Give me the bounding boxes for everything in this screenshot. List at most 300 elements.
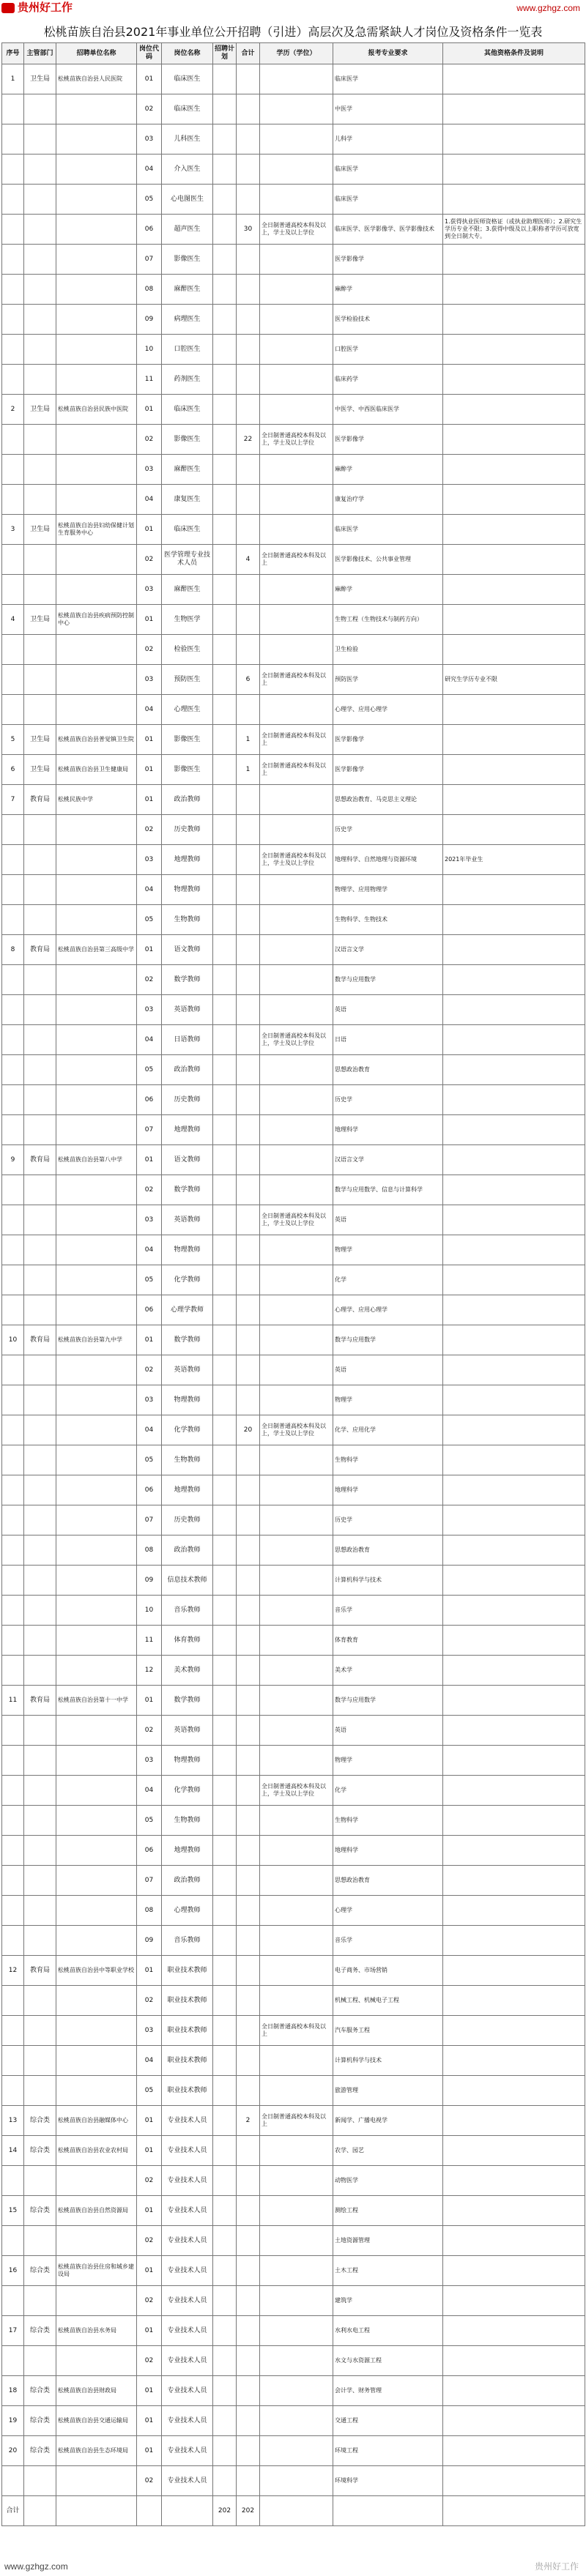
table-cell bbox=[237, 94, 260, 124]
table-cell: 临床医学、医学影像学、医学影像技术 bbox=[333, 215, 443, 245]
table-cell: 临床医生 bbox=[162, 395, 213, 425]
table-cell bbox=[443, 1896, 585, 1926]
table-cell: 医学影像学 bbox=[333, 245, 443, 275]
table-cell: 06 bbox=[137, 1295, 162, 1325]
table-cell bbox=[24, 245, 56, 275]
table-cell: 化学、应用化学 bbox=[333, 1415, 443, 1445]
table-cell bbox=[24, 1806, 56, 1836]
table-cell bbox=[56, 1085, 137, 1115]
table-cell bbox=[24, 1445, 56, 1475]
table-row bbox=[2, 2226, 585, 2256]
table-cell bbox=[443, 935, 585, 965]
table-cell bbox=[260, 1535, 333, 1566]
table-cell bbox=[260, 1896, 333, 1926]
table-cell bbox=[260, 1475, 333, 1505]
table-cell bbox=[2, 1986, 24, 2016]
table-cell: 中医学 bbox=[333, 94, 443, 124]
table-row bbox=[2, 1385, 585, 1415]
table-cell bbox=[260, 2406, 333, 2436]
table-row bbox=[2, 605, 585, 635]
table-cell bbox=[56, 1716, 137, 1746]
table-cell bbox=[213, 1325, 237, 1355]
table-cell bbox=[56, 305, 137, 335]
table-cell: 物理教师 bbox=[162, 875, 213, 905]
footer-site[interactable]: www.gzhgz.com bbox=[4, 2561, 68, 2572]
table-cell: 化学教师 bbox=[162, 1265, 213, 1295]
table-cell: 05 bbox=[137, 905, 162, 935]
table-cell: 松桃苗族自治县第八中学 bbox=[56, 1145, 137, 1175]
table-cell: 11 bbox=[137, 1626, 162, 1656]
table-cell bbox=[2, 1866, 24, 1896]
table-cell: 06 bbox=[137, 1475, 162, 1505]
table-cell bbox=[56, 1926, 137, 1956]
table-cell bbox=[213, 935, 237, 965]
table-cell bbox=[260, 455, 333, 485]
table-cell bbox=[260, 935, 333, 965]
table-cell bbox=[237, 1866, 260, 1896]
table-cell: 地理科学、自然地理与资源环境 bbox=[333, 845, 443, 875]
table-cell: 化学 bbox=[333, 1265, 443, 1295]
table-cell: 影像医生 bbox=[162, 245, 213, 275]
table-cell bbox=[237, 695, 260, 725]
table-cell bbox=[237, 2436, 260, 2466]
table-cell: 全日制普通高校本科及以上 bbox=[260, 665, 333, 695]
table-cell bbox=[2, 1055, 24, 1085]
table-cell bbox=[24, 575, 56, 605]
table-cell: 01 bbox=[137, 725, 162, 755]
table-cell: 专业技术人员 bbox=[162, 2106, 213, 2136]
table-row bbox=[2, 635, 585, 665]
table-cell bbox=[443, 1265, 585, 1295]
table-cell: 全日制普通高校本科及以上，学士及以上学位 bbox=[260, 845, 333, 875]
table-cell bbox=[56, 1475, 137, 1505]
table-cell bbox=[213, 1115, 237, 1145]
table-cell bbox=[237, 1205, 260, 1235]
table-row bbox=[2, 185, 585, 215]
table-cell bbox=[2, 1746, 24, 1776]
table-cell: 1 bbox=[2, 64, 24, 94]
table-cell: 02 bbox=[137, 1986, 162, 2016]
table-row bbox=[2, 2316, 585, 2346]
table-cell bbox=[237, 305, 260, 335]
table-cell bbox=[443, 2376, 585, 2406]
table-cell bbox=[260, 515, 333, 545]
table-cell bbox=[2, 815, 24, 845]
table-cell bbox=[24, 1776, 56, 1806]
table-cell: 01 bbox=[137, 64, 162, 94]
table-cell bbox=[260, 1656, 333, 1686]
table-row bbox=[2, 155, 585, 185]
table-row bbox=[2, 245, 585, 275]
table-cell bbox=[213, 1896, 237, 1926]
table-cell bbox=[443, 1746, 585, 1776]
table-cell: 英语 bbox=[333, 1355, 443, 1385]
table-cell bbox=[24, 815, 56, 845]
table-cell: 02 bbox=[137, 965, 162, 995]
table-cell bbox=[2, 1085, 24, 1115]
table-cell bbox=[56, 2226, 137, 2256]
table-cell bbox=[56, 2076, 137, 2106]
table-cell bbox=[237, 1956, 260, 1986]
table-cell: 职业技术教师 bbox=[162, 2076, 213, 2106]
table-cell bbox=[2, 1265, 24, 1295]
table-row bbox=[2, 1986, 585, 2016]
table-cell bbox=[237, 1626, 260, 1656]
table-cell bbox=[2, 1896, 24, 1926]
table-cell: 环境工程 bbox=[333, 2436, 443, 2466]
table-cell: 职业技术教师 bbox=[162, 1986, 213, 2016]
column-header: 报考专业要求 bbox=[333, 43, 443, 64]
table-cell bbox=[237, 1776, 260, 1806]
table-cell: 新闻学、广播电视学 bbox=[333, 2106, 443, 2136]
table-row bbox=[2, 1265, 585, 1295]
table-cell: 2 bbox=[2, 395, 24, 425]
table-cell bbox=[24, 365, 56, 395]
table-cell bbox=[443, 815, 585, 845]
table-cell bbox=[24, 2046, 56, 2076]
table-cell: 松桃苗族自治县中等职业学校 bbox=[56, 1956, 137, 1986]
table-cell: 7 bbox=[2, 785, 24, 815]
table-cell bbox=[213, 2256, 237, 2286]
table-cell: 02 bbox=[137, 815, 162, 845]
table-cell bbox=[443, 2316, 585, 2346]
table-row bbox=[2, 2496, 585, 2526]
table-cell bbox=[260, 2226, 333, 2256]
table-cell: 06 bbox=[137, 1085, 162, 1115]
table-cell bbox=[443, 2286, 585, 2316]
table-cell: 职业技术教师 bbox=[162, 2016, 213, 2046]
table-cell: 03 bbox=[137, 124, 162, 155]
site-url[interactable]: www.gzhgz.com bbox=[516, 3, 580, 13]
table-row bbox=[2, 515, 585, 545]
table-cell bbox=[443, 365, 585, 395]
table-cell: 全日制普通高校本科及以上，学士及以上学位 bbox=[260, 1415, 333, 1445]
table-cell bbox=[260, 1145, 333, 1175]
table-cell bbox=[443, 425, 585, 455]
table-cell: 03 bbox=[137, 1205, 162, 1235]
brand-icon bbox=[1, 3, 15, 13]
table-row bbox=[2, 1295, 585, 1325]
table-cell: 医学影像学 bbox=[333, 725, 443, 755]
table-cell bbox=[237, 1596, 260, 1626]
table-row bbox=[2, 2436, 585, 2466]
table-row bbox=[2, 1085, 585, 1115]
table-row bbox=[2, 1535, 585, 1566]
table-cell: 全日制普通高校本科及以上 bbox=[260, 755, 333, 785]
table-cell bbox=[56, 1986, 137, 2016]
table-cell bbox=[2, 1235, 24, 1265]
table-cell: 临床医学 bbox=[333, 515, 443, 545]
table-cell bbox=[443, 245, 585, 275]
table-row bbox=[2, 1205, 585, 1235]
table-cell: 历史学 bbox=[333, 815, 443, 845]
table-cell bbox=[2, 94, 24, 124]
table-cell: 生物医学 bbox=[162, 605, 213, 635]
table-cell: 03 bbox=[137, 455, 162, 485]
table-row bbox=[2, 1896, 585, 1926]
table-cell bbox=[56, 1115, 137, 1145]
table-cell bbox=[237, 1896, 260, 1926]
table-cell: 02 bbox=[137, 425, 162, 455]
table-cell bbox=[260, 2136, 333, 2166]
table-row bbox=[2, 1686, 585, 1716]
table-cell bbox=[56, 905, 137, 935]
table-cell: 综合类 bbox=[24, 2196, 56, 2226]
table-cell: 医学影像技术、公共事业管理 bbox=[333, 545, 443, 575]
table-cell bbox=[213, 2166, 237, 2196]
table-cell: 职业技术教师 bbox=[162, 1956, 213, 1986]
table-cell bbox=[56, 425, 137, 455]
table-cell: 儿科医生 bbox=[162, 124, 213, 155]
table-row bbox=[2, 965, 585, 995]
table-cell bbox=[260, 64, 333, 94]
table-cell bbox=[24, 455, 56, 485]
table-row bbox=[2, 395, 585, 425]
table-cell bbox=[213, 665, 237, 695]
table-cell: 卫生局 bbox=[24, 605, 56, 635]
table-cell: 心理学、应用心理学 bbox=[333, 695, 443, 725]
table-cell: 语文教师 bbox=[162, 1145, 213, 1175]
table-cell: 04 bbox=[137, 2046, 162, 2076]
table-cell: 物理学 bbox=[333, 1235, 443, 1265]
table-cell bbox=[213, 1716, 237, 1746]
table-cell bbox=[260, 1836, 333, 1866]
table-cell bbox=[260, 2256, 333, 2286]
table-cell bbox=[56, 1896, 137, 1926]
table-cell bbox=[443, 1235, 585, 1265]
table-cell bbox=[137, 2496, 162, 2526]
table-cell: 合计 bbox=[2, 2496, 24, 2526]
table-cell bbox=[260, 485, 333, 515]
table-cell: 05 bbox=[137, 1806, 162, 1836]
table-cell bbox=[2, 1385, 24, 1415]
table-cell: 综合类 bbox=[24, 2136, 56, 2166]
table-cell: 超声医生 bbox=[162, 215, 213, 245]
table-cell bbox=[260, 1295, 333, 1325]
table-cell: 松桃苗族自治县水务局 bbox=[56, 2316, 137, 2346]
table-cell bbox=[443, 395, 585, 425]
table-row bbox=[2, 2016, 585, 2046]
table-cell: 英语 bbox=[333, 1716, 443, 1746]
table-row bbox=[2, 695, 585, 725]
table-cell bbox=[213, 2346, 237, 2376]
table-cell bbox=[333, 2496, 443, 2526]
table-cell: 环境科学 bbox=[333, 2466, 443, 2496]
table-cell bbox=[162, 2496, 213, 2526]
table-row bbox=[2, 2166, 585, 2196]
table-cell: 2 bbox=[237, 2106, 260, 2136]
table-cell bbox=[213, 185, 237, 215]
table-cell bbox=[443, 2466, 585, 2496]
table-cell bbox=[213, 545, 237, 575]
table-cell bbox=[24, 1716, 56, 1746]
table-cell bbox=[443, 2436, 585, 2466]
table-cell bbox=[443, 995, 585, 1025]
table-cell: 电子商务、市场营销 bbox=[333, 1956, 443, 1986]
table-row bbox=[2, 275, 585, 305]
table-cell bbox=[213, 2466, 237, 2496]
table-cell: 02 bbox=[137, 2466, 162, 2496]
table-cell bbox=[237, 1085, 260, 1115]
column-header: 招聘计划 bbox=[213, 43, 237, 64]
table-cell: 生物教师 bbox=[162, 1445, 213, 1475]
table-cell bbox=[237, 2286, 260, 2316]
table-cell bbox=[237, 335, 260, 365]
table-cell bbox=[443, 1656, 585, 1686]
table-cell: 水利水电工程 bbox=[333, 2316, 443, 2346]
table-cell: 汉语言文学 bbox=[333, 1145, 443, 1175]
table-row bbox=[2, 1475, 585, 1505]
table-cell bbox=[2, 1205, 24, 1235]
table-row bbox=[2, 215, 585, 245]
table-cell bbox=[24, 1505, 56, 1535]
table-cell bbox=[24, 1475, 56, 1505]
table-cell: 地理科学 bbox=[333, 1115, 443, 1145]
table-cell: 01 bbox=[137, 605, 162, 635]
table-cell bbox=[237, 905, 260, 935]
table-cell: 心电图医生 bbox=[162, 185, 213, 215]
table-cell bbox=[213, 785, 237, 815]
table-cell: 11 bbox=[2, 1686, 24, 1716]
table-cell bbox=[443, 725, 585, 755]
table-cell bbox=[56, 575, 137, 605]
column-header: 合计 bbox=[237, 43, 260, 64]
table-cell bbox=[443, 1385, 585, 1415]
table-cell: 介入医生 bbox=[162, 155, 213, 185]
table-cell: 9 bbox=[2, 1145, 24, 1175]
table-cell: 1.获得执业医师资格证（或执业助理医师）；2.研究生学历专业不限；3.获得中级及以上职称者学历可放宽到全日制大专。 bbox=[443, 215, 585, 245]
table-cell bbox=[237, 64, 260, 94]
table-cell bbox=[2, 305, 24, 335]
table-cell: 数学与应用数学 bbox=[333, 965, 443, 995]
table-cell: 4 bbox=[237, 545, 260, 575]
table-cell bbox=[24, 1896, 56, 1926]
table-cell: 综合类 bbox=[24, 2406, 56, 2436]
table-cell: 05 bbox=[137, 1265, 162, 1295]
table-cell: 10 bbox=[2, 1325, 24, 1355]
table-row bbox=[2, 2466, 585, 2496]
table-cell bbox=[213, 2286, 237, 2316]
column-header: 岗位名称 bbox=[162, 43, 213, 64]
table-cell: 数学教师 bbox=[162, 1686, 213, 1716]
table-cell: 12 bbox=[2, 1956, 24, 1986]
table-cell bbox=[56, 845, 137, 875]
table-cell: 06 bbox=[137, 1836, 162, 1866]
table-header-row bbox=[2, 43, 585, 64]
table-row bbox=[2, 875, 585, 905]
table-cell: 松桃苗族自治县生态环境局 bbox=[56, 2436, 137, 2466]
table-cell: 松桃苗族自治县融媒体中心 bbox=[56, 2106, 137, 2136]
table-cell: 01 bbox=[137, 2106, 162, 2136]
table-cell bbox=[2, 2016, 24, 2046]
table-cell: 英语 bbox=[333, 1205, 443, 1235]
table-cell bbox=[443, 2136, 585, 2166]
table-cell: 10 bbox=[137, 335, 162, 365]
table-cell bbox=[56, 545, 137, 575]
table-cell bbox=[443, 695, 585, 725]
table-cell bbox=[56, 1596, 137, 1626]
table-cell bbox=[24, 94, 56, 124]
table-cell bbox=[2, 2226, 24, 2256]
table-cell bbox=[213, 1445, 237, 1475]
table-cell bbox=[56, 1355, 137, 1385]
table-cell: 02 bbox=[137, 94, 162, 124]
table-row bbox=[2, 755, 585, 785]
table-cell bbox=[443, 1145, 585, 1175]
table-cell: 01 bbox=[137, 2316, 162, 2346]
table-cell bbox=[213, 2106, 237, 2136]
table-row bbox=[2, 2256, 585, 2286]
table-cell: 物理学 bbox=[333, 1385, 443, 1415]
table-cell: 心理学、应用心理学 bbox=[333, 1295, 443, 1325]
table-row bbox=[2, 455, 585, 485]
table-cell: 思想政治教育 bbox=[333, 1535, 443, 1566]
table-cell bbox=[237, 1806, 260, 1836]
table-cell: 心理学教师 bbox=[162, 1295, 213, 1325]
table-cell: 物理学 bbox=[333, 1746, 443, 1776]
table-cell bbox=[24, 1866, 56, 1896]
table-cell bbox=[2, 1836, 24, 1866]
table-cell: 音乐教师 bbox=[162, 1926, 213, 1956]
table-cell bbox=[237, 2136, 260, 2166]
table-cell: 机械工程、机械电子工程 bbox=[333, 1986, 443, 2016]
table-cell: 数学与应用数学 bbox=[333, 1686, 443, 1716]
table-cell: 04 bbox=[137, 1235, 162, 1265]
table-cell bbox=[443, 575, 585, 605]
table-row bbox=[2, 1716, 585, 1746]
table-cell: 2021年毕业生 bbox=[443, 845, 585, 875]
table-cell bbox=[56, 965, 137, 995]
table-row bbox=[2, 575, 585, 605]
table-cell bbox=[443, 94, 585, 124]
table-cell bbox=[237, 185, 260, 215]
table-cell: 松桃苗族自治县住房和城乡建设局 bbox=[56, 2256, 137, 2286]
table-cell bbox=[213, 755, 237, 785]
table-cell: 08 bbox=[137, 1896, 162, 1926]
table-cell: 历史学 bbox=[333, 1085, 443, 1115]
table-cell bbox=[213, 905, 237, 935]
table-cell bbox=[213, 2076, 237, 2106]
table-cell: 地理教师 bbox=[162, 1836, 213, 1866]
table-cell bbox=[56, 2346, 137, 2376]
table-cell bbox=[237, 1115, 260, 1145]
table-cell bbox=[24, 1265, 56, 1295]
table-cell bbox=[2, 905, 24, 935]
table-cell bbox=[24, 1385, 56, 1415]
table-cell bbox=[443, 2346, 585, 2376]
table-row bbox=[2, 1866, 585, 1896]
table-cell bbox=[213, 1626, 237, 1656]
table-cell: 综合类 bbox=[24, 2316, 56, 2346]
table-cell bbox=[213, 1656, 237, 1686]
table-cell: 01 bbox=[137, 2136, 162, 2166]
table-cell: 08 bbox=[137, 275, 162, 305]
table-cell bbox=[237, 2196, 260, 2226]
table-cell: 历史教师 bbox=[162, 1505, 213, 1535]
table-cell: 09 bbox=[137, 1926, 162, 1956]
table-cell: 16 bbox=[2, 2256, 24, 2286]
table-cell bbox=[260, 1325, 333, 1355]
table-cell bbox=[213, 995, 237, 1025]
table-cell: 12 bbox=[137, 1656, 162, 1686]
table-cell bbox=[56, 215, 137, 245]
table-cell bbox=[260, 2316, 333, 2346]
table-cell: 02 bbox=[137, 2166, 162, 2196]
table-cell bbox=[24, 1836, 56, 1866]
table-cell: 教育局 bbox=[24, 1145, 56, 1175]
table-cell bbox=[56, 1055, 137, 1085]
table-cell bbox=[24, 2346, 56, 2376]
